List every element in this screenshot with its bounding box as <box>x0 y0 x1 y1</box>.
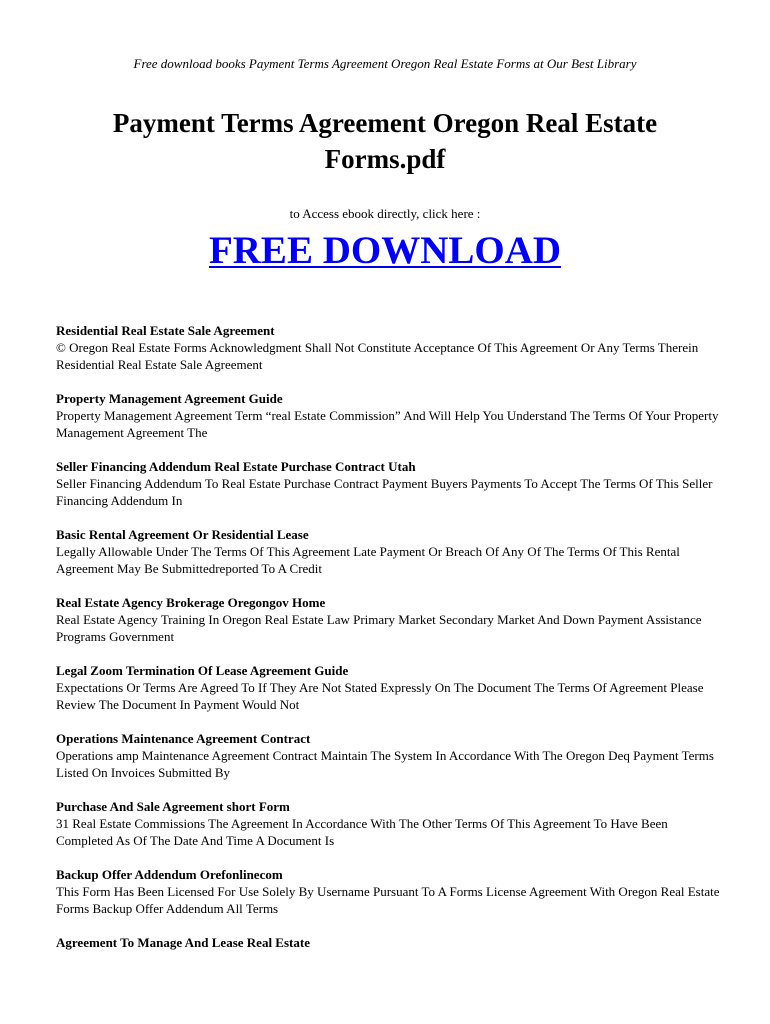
entry-title: Seller Financing Addendum Real Estate Purchase Contract Utah <box>56 459 416 474</box>
list-item <box>56 662 726 713</box>
entry-title: Property Management Agreement Guide <box>56 391 283 406</box>
entry-list <box>56 322 726 968</box>
list-item <box>56 526 726 577</box>
entry-body: Real Estate Agency Training In Oregon Real Estate Law Primary Market Secondary Market And Down Payment Assistance Programs Government <box>56 612 702 644</box>
list-item <box>56 458 726 509</box>
free-download-link[interactable]: FREE DOWNLOAD <box>208 229 562 272</box>
entry-body: 31 Real Estate Commissions The Agreement In Accordance With The Other Terms Of This Agreement To Have Been Completed As Of The Date And Time A Document Is <box>56 816 668 848</box>
entry-body: Seller Financing Addendum To Real Estate Purchase Contract Payment Buyers Payments To Accept The Terms Of This Seller Financing Addendum In <box>56 476 713 508</box>
list-item <box>56 594 726 645</box>
list-item <box>56 390 726 441</box>
entry-title: Real Estate Agency Brokerage Oregongov Home <box>56 595 326 610</box>
entry-title: Residential Real Estate Sale Agreement <box>56 323 275 338</box>
header-tagline: Free download books Payment Terms Agreement Oregon Real Estate Forms at Our Best Library <box>133 56 637 71</box>
entry-body: Property Management Agreement Term “real Estate Commission” And Will Help You Understand The Terms Of Your Property Management Agreement The <box>56 408 719 440</box>
entry-title: Basic Rental Agreement Or Residential Lease <box>56 527 309 542</box>
entry-title: Operations Maintenance Agreement Contract <box>56 731 311 746</box>
entry-body: Expectations Or Terms Are Agreed To If They Are Not Stated Expressly On The Document The Terms Of Agreement Please Review The Document In Payment Would Not <box>56 680 704 712</box>
entry-title: Agreement To Manage And Lease Real Estate <box>56 935 310 950</box>
entry-body: This Form Has Been Licensed For Use Solely By Username Pursuant To A Forms License Agreement With Oregon Real Estate Forms Backup Offer Addendum All Terms <box>56 884 720 916</box>
entry-body: Legally Allowable Under The Terms Of This Agreement Late Payment Or Breach Of Any Of The Terms Of This Rental Agreement May Be Submittedreported To A Credit <box>56 544 680 576</box>
list-item <box>56 322 726 373</box>
list-item <box>56 866 726 917</box>
list-item <box>56 730 726 781</box>
document-title: Payment Terms Agreement Oregon Real Estate Forms.pdf <box>112 108 658 174</box>
list-item <box>56 934 726 951</box>
entry-title: Purchase And Sale Agreement short Form <box>56 799 290 814</box>
access-instruction: to Access ebook directly, click here : <box>289 206 481 221</box>
entry-title: Legal Zoom Termination Of Lease Agreement Guide <box>56 663 349 678</box>
entry-body: © Oregon Real Estate Forms Acknowledgment Shall Not Constitute Acceptance Of This Agreement Or Any Terms Therein Residential Real Estate Sale Agreement <box>56 340 699 372</box>
entry-title: Backup Offer Addendum Orefonlinecom <box>56 867 283 882</box>
entry-body: Operations amp Maintenance Agreement Contract Maintain The System In Accordance With The Oregon Deq Payment Terms Listed On Invoices Submitted By <box>56 748 714 780</box>
list-item <box>56 798 726 849</box>
